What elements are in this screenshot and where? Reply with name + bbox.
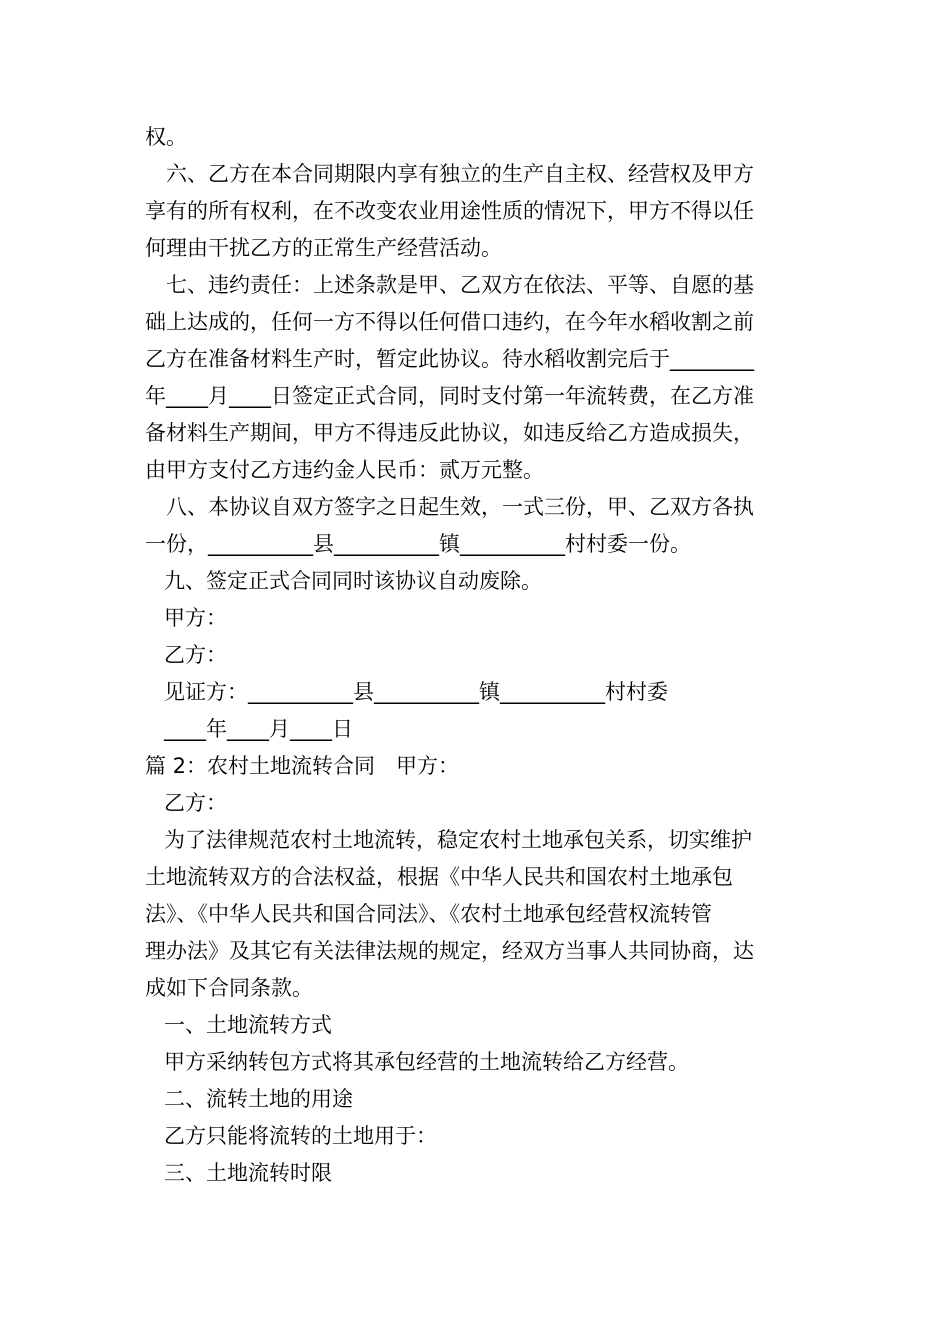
text-line: 乙方在准备材料生产时，暂定此协议。待水稻收割完后于________ — [145, 347, 754, 371]
text-line: 甲方采纳转包方式将其承包经营的土地流转给乙方经营。 — [164, 1050, 689, 1074]
party-a-line: 甲方： — [164, 606, 227, 630]
text-line: 权。 — [145, 125, 187, 149]
text-line: 年____月____日签定正式合同，同时支付第一年流转费，在乙方准 — [145, 384, 754, 408]
witness-line: 见证方：__________县__________镇__________村村委 — [164, 680, 668, 704]
clause-8-line: 八、本协议自双方签字之日起生效，一式三份，甲、乙双方各执 — [166, 495, 754, 519]
clause-9-line: 九、签定正式合同同时该协议自动废除。 — [164, 569, 542, 593]
text-line: 法》、《中华人民共和国合同法》、《农村土地承包经营权流转管 — [145, 902, 712, 926]
clause-7-line: 七、违约责任：上述条款是甲、乙双方在依法、平等、自愿的基 — [166, 273, 754, 297]
text-line: 备材料生产期间，甲方不得违反此协议，如违反给乙方造成损失， — [145, 421, 754, 445]
text-line: 何理由干扰乙方的正常生产经营活动。 — [145, 236, 502, 260]
heading-1: 一、土地流转方式 — [164, 1013, 332, 1037]
preamble-line: 为了法律规范农村土地流转，稳定农村土地承包关系，切实维护 — [164, 828, 752, 852]
heading-2: 二、流转土地的用途 — [164, 1087, 353, 1111]
text-line: 一份，__________县__________镇__________村村委一份。 — [145, 532, 691, 556]
text-line: 由甲方支付乙方违约金人民币：贰万元整。 — [145, 458, 544, 482]
party-b-line: 乙方： — [164, 791, 227, 815]
heading-3: 三、土地流转时限 — [164, 1161, 332, 1185]
clause-6-line: 六、乙方在本合同期限内享有独立的生产自主权、经营权及甲方 — [166, 162, 754, 186]
text-line: 础上达成的，任何一方不得以任何借口违约，在今年水稻收割之前 — [145, 310, 754, 334]
text-line: 土地流转双方的合法权益，根据《中华人民共和国农村土地承包 — [145, 865, 733, 889]
text-line: 理办法》及其它有关法律法规的规定，经双方当事人共同协商，达 — [145, 939, 754, 963]
party-b-line: 乙方： — [164, 643, 227, 667]
section-title: 篇 2：农村土地流转合同 甲方： — [145, 754, 460, 778]
text-line: 享有的所有权利，在不改变农业用途性质的情况下，甲方不得以任 — [145, 199, 754, 223]
text-line: 成如下合同条款。 — [145, 976, 313, 1000]
date-line: ____年____月____日 — [164, 717, 353, 741]
text-line: 乙方只能将流转的土地用于： — [164, 1124, 437, 1148]
